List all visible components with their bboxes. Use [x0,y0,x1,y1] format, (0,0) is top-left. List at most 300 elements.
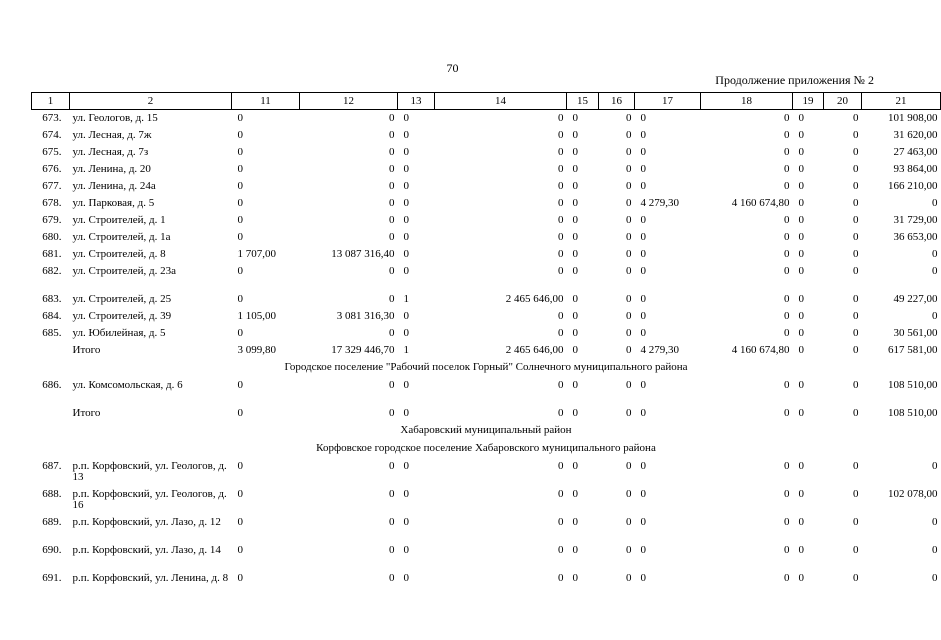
table-cell: 0 [572,571,578,584]
table-cell: 0 [237,264,243,277]
table-cell: 0 [558,406,564,419]
table-cell: 0 [853,128,859,141]
table-cell: 0 [237,145,243,158]
table-cell: 0 [784,247,790,260]
table-cell: 0 [389,145,395,158]
table-row [32,405,941,422]
table-cell: 0 [237,213,243,226]
address-cell: ул. Юбилейная, д. 5 [72,326,166,339]
table-cell: 0 [237,515,243,528]
table-cell: 0 [640,264,646,277]
table-cell: 0 [640,459,646,472]
table-cell: 0 [640,213,646,226]
table-cell: 0 [798,196,804,209]
table-cell: 0 [932,515,938,528]
table-cell: 1 [403,292,409,305]
table-cell: 0 [237,378,243,391]
section-title: Городское поселение "Рабочий поселок Горный" Солнечного муниципального района [284,360,688,373]
table-row [32,212,941,229]
row-number: 687. [42,459,62,472]
table-cell: 0 [626,179,632,192]
table-cell: 0 [853,230,859,243]
row-number: 685. [42,326,62,339]
table-cell: 0 [389,459,395,472]
table-cell: 0 [626,343,632,356]
table-cell: 0 [626,515,632,528]
table-cell: 0 [403,309,409,322]
table-cell: 0 [403,543,409,556]
table-cell: 0 [572,128,578,141]
table-cell: 0 [389,196,395,209]
table-cell: 0 [403,459,409,472]
table-row [32,458,941,486]
col-header: 17 [635,93,701,110]
table-cell: 0 [572,179,578,192]
table-cell: 0 [237,128,243,141]
table-cell: 30 561,00 [893,326,938,339]
table-cell: 0 [784,292,790,305]
table-cell: 0 [640,128,646,141]
table-cell: 0 [784,378,790,391]
table-cell: 0 [640,515,646,528]
table-cell: 0 [798,515,804,528]
table-cell: 31 620,00 [893,128,938,141]
table-row [32,486,941,514]
table-cell: 0 [640,309,646,322]
row-number: 683. [42,292,62,305]
table-cell: 0 [403,213,409,226]
table-cell: 0 [853,487,859,500]
table-cell: 0 [784,230,790,243]
table-row [32,229,941,246]
address-cell: ул. Строителей, д. 8 [72,247,166,260]
table-cell: 0 [798,459,804,472]
col-header: 20 [824,93,862,110]
table-cell: 0 [389,230,395,243]
table-cell: 0 [558,128,564,141]
row-number: 673. [42,112,62,124]
address-cell: р.п. Корфовский, ул. Лазо, д. 12 [72,515,221,528]
table-cell: 0 [626,264,632,277]
table-cell: 13 087 316,40 [331,247,395,260]
table-cell: 0 [853,196,859,209]
table-cell: 0 [640,162,646,175]
table-cell: 0 [572,343,578,356]
table-cell: 0 [389,292,395,305]
table-cell: 617 581,00 [888,343,938,356]
table-cell: 0 [932,264,938,277]
table-cell: 0 [403,247,409,260]
table-cell: 0 [572,292,578,305]
table-cell: 0 [403,406,409,419]
table-cell: 0 [853,459,859,472]
table-cell: 0 [572,378,578,391]
table-cell: 0 [237,459,243,472]
table-cell: 0 [626,145,632,158]
table-cell: 0 [572,309,578,322]
table-cell: 0 [558,515,564,528]
table-cell: 0 [572,487,578,500]
table-cell: 0 [237,162,243,175]
table-cell: 0 [798,378,804,391]
table-row [32,161,941,178]
address-cell: ул. Лесная, д. 7з [72,145,149,158]
row-number: 689. [42,515,62,528]
address-cell: ул. Лесная, д. 7ж [72,128,152,141]
table-row [32,246,941,263]
table-cell: 0 [626,309,632,322]
table-cell: 0 [640,145,646,158]
table-cell: 0 [403,128,409,141]
table-cell: 0 [784,179,790,192]
address-cell: р.п. Корфовский, ул. Геологов, д. 13 [72,459,227,483]
address-cell: Итого [72,406,101,419]
table-row [32,178,941,195]
table-cell: 102 078,00 [888,487,938,500]
table-cell: 1 707,00 [237,247,276,260]
table-cell: 4 160 674,80 [731,196,790,209]
table-cell: 0 [798,406,804,419]
table-cell: 0 [389,179,395,192]
table-cell: 2 465 646,00 [505,343,564,356]
table-cell: 0 [389,487,395,500]
table-cell: 0 [640,292,646,305]
table-cell: 0 [558,247,564,260]
address-cell: р.п. Корфовский, ул. Геологов, д. 16 [72,487,227,511]
table-header-row [32,93,941,110]
table-row [32,127,941,144]
address-cell: ул. Парковая, д. 5 [72,196,155,209]
table-cell: 0 [626,292,632,305]
table-cell: 0 [640,230,646,243]
row-number: 688. [42,487,62,500]
table-cell: 0 [558,162,564,175]
table-row [32,144,941,161]
table-cell: 0 [798,309,804,322]
table-cell: 0 [798,128,804,141]
row-number: 681. [42,247,62,260]
table-cell: 0 [403,487,409,500]
address-cell: р.п. Корфовский, ул. Ленина, д. 8 [72,571,229,584]
table-cell: 0 [784,309,790,322]
table-cell: 0 [784,112,790,124]
table-cell: 0 [626,459,632,472]
table-cell: 0 [626,487,632,500]
col-header: 15 [567,93,599,110]
table-cell: 0 [403,162,409,175]
table-cell: 0 [798,247,804,260]
table-cell: 0 [784,264,790,277]
address-cell: ул. Комсомольская, д. 6 [72,378,183,391]
table-cell: 0 [640,406,646,419]
table-cell: 0 [403,326,409,339]
table-cell: 166 210,00 [888,179,938,192]
table-cell: 0 [798,326,804,339]
col-header: 19 [793,93,824,110]
row-number: 679. [42,213,62,226]
table-cell: 0 [798,343,804,356]
table-cell: 0 [784,515,790,528]
row-number: 677. [42,179,62,192]
table-cell: 1 [403,343,409,356]
table-cell: 108 510,00 [888,406,938,419]
table-row [32,291,941,308]
row-number: 691. [42,571,62,584]
table-cell: 0 [853,309,859,322]
row-number [32,342,70,359]
table-cell: 0 [626,378,632,391]
table-cell: 0 [237,326,243,339]
table-cell: 0 [853,543,859,556]
table-cell: 0 [626,112,632,124]
row-number: 680. [42,230,62,243]
address-cell: ул. Строителей, д. 23а [72,264,176,277]
address-cell: Итого [72,343,101,356]
table-cell: 0 [572,406,578,419]
table-cell: 0 [626,230,632,243]
table-cell: 0 [558,543,564,556]
row-number: 690. [42,543,62,556]
table-cell: 0 [403,179,409,192]
table-cell: 0 [640,112,646,124]
row-number: 686. [42,378,62,391]
table-cell: 0 [798,112,804,124]
table-cell: 0 [798,213,804,226]
table-cell: 0 [572,515,578,528]
table-cell: 0 [640,378,646,391]
address-cell: ул. Строителей, д. 1 [72,213,166,226]
table-cell: 36 653,00 [893,230,938,243]
continuation-label: Продолжение приложения № 2 [715,73,874,87]
table-cell: 108 510,00 [888,378,938,391]
table-cell: 0 [853,571,859,584]
table-cell: 0 [784,213,790,226]
table-cell: 0 [237,571,243,584]
table-cell: 2 465 646,00 [505,292,564,305]
table-cell: 0 [932,247,938,260]
address-cell: ул. Строителей, д. 1а [72,230,171,243]
col-header: 16 [599,93,635,110]
table-cell: 17 329 446,70 [331,343,395,356]
row-number [32,405,70,422]
table-cell: 0 [640,571,646,584]
table-row [32,342,941,359]
address-cell: р.п. Корфовский, ул. Лазо, д. 14 [72,543,221,556]
table-cell: 0 [784,162,790,175]
table-cell: 101 908,00 [888,112,938,124]
table-cell: 0 [558,112,564,124]
col-header: 11 [232,93,300,110]
table-cell: 0 [389,162,395,175]
table-cell: 0 [572,145,578,158]
table-row [32,195,941,212]
section-title: Хабаровский муниципальный район [400,423,572,436]
table-body [32,110,941,598]
table-cell: 0 [558,487,564,500]
section-title: Корфовское городское поселение Хабаровского муниципального района [316,441,656,454]
table-cell: 0 [784,571,790,584]
table-cell: 0 [932,543,938,556]
table-row [32,263,941,291]
table-cell: 0 [389,543,395,556]
table-cell: 0 [853,179,859,192]
table-cell: 3 099,80 [237,343,276,356]
row-number: 674. [42,128,62,141]
col-header: 1 [32,93,70,110]
table-cell: 0 [784,145,790,158]
table-cell: 0 [853,264,859,277]
table-cell: 0 [784,543,790,556]
table-cell: 4 279,30 [640,196,679,209]
table-cell: 0 [798,145,804,158]
address-cell: ул. Строителей, д. 25 [72,292,172,305]
table-cell: 0 [784,487,790,500]
table-cell: 0 [932,309,938,322]
table-cell: 0 [403,378,409,391]
table-cell: 0 [572,326,578,339]
table-cell: 27 463,00 [893,145,938,158]
table-row [32,570,941,598]
table-cell: 0 [558,459,564,472]
table-cell: 0 [558,179,564,192]
col-header: 13 [398,93,435,110]
table-cell: 0 [640,326,646,339]
address-cell: ул. Ленина, д. 24а [72,179,156,192]
table-cell: 0 [237,112,243,124]
table-cell: 0 [558,378,564,391]
table-row [32,377,941,405]
table-cell: 0 [403,264,409,277]
table-cell: 0 [853,213,859,226]
table-cell: 0 [853,515,859,528]
table-cell: 0 [640,247,646,260]
table-cell: 0 [389,213,395,226]
table-cell: 0 [798,179,804,192]
col-header: 2 [70,93,232,110]
row-number: 684. [42,309,62,322]
table-cell: 0 [853,112,859,124]
table-row [32,514,941,542]
table-cell: 0 [798,230,804,243]
table-cell: 0 [403,145,409,158]
table-cell: 4 279,30 [640,343,679,356]
table-cell: 0 [798,292,804,305]
row-number: 682. [42,264,62,277]
table-cell: 0 [389,128,395,141]
table-cell: 0 [626,128,632,141]
col-header: 18 [701,93,793,110]
table-cell: 0 [626,196,632,209]
table-cell: 0 [640,179,646,192]
section-row [32,422,941,440]
table-cell: 0 [558,145,564,158]
table-cell: 0 [403,196,409,209]
table-cell: 0 [784,406,790,419]
table-cell: 0 [237,179,243,192]
table-cell: 0 [558,196,564,209]
table-cell: 0 [626,326,632,339]
table-cell: 0 [626,543,632,556]
col-header: 21 [862,93,941,110]
table-cell: 0 [932,459,938,472]
table-cell: 0 [932,196,938,209]
table-cell: 0 [237,292,243,305]
table-cell: 0 [572,264,578,277]
table-cell: 0 [389,571,395,584]
table-row [32,325,941,342]
table-cell: 0 [572,543,578,556]
section-row [32,440,941,458]
table-cell: 0 [572,230,578,243]
table-cell: 0 [403,571,409,584]
page-number: 70 [446,61,459,75]
table-cell: 0 [237,487,243,500]
table-cell: 1 105,00 [237,309,276,322]
table-cell: 0 [558,230,564,243]
table-cell: 0 [853,406,859,419]
row-number: 678. [42,196,62,209]
table-cell: 0 [932,571,938,584]
table-cell: 0 [237,543,243,556]
table-cell: 0 [853,378,859,391]
table-row [32,110,941,127]
table-cell: 0 [626,571,632,584]
table-cell: 0 [798,162,804,175]
table-cell: 0 [853,247,859,260]
table-cell: 0 [572,459,578,472]
table-cell: 0 [853,145,859,158]
table-cell: 0 [572,196,578,209]
table-cell: 0 [558,309,564,322]
table-cell: 0 [798,543,804,556]
table-cell: 0 [389,378,395,391]
table-cell: 3 081 316,30 [336,309,395,322]
table-cell: 0 [784,459,790,472]
table-cell: 0 [389,326,395,339]
table-cell: 0 [640,543,646,556]
table-cell: 0 [626,162,632,175]
table-cell: 0 [558,213,564,226]
table-cell: 0 [626,247,632,260]
table-cell: 0 [558,326,564,339]
col-header: 12 [300,93,398,110]
table-cell: 0 [237,230,243,243]
table-cell: 0 [572,112,578,124]
address-cell: ул. Ленина, д. 20 [72,162,151,175]
table-cell: 49 227,00 [893,292,938,305]
table-cell: 0 [237,196,243,209]
table-cell: 0 [389,112,395,124]
table-cell: 0 [626,406,632,419]
table-cell: 0 [798,264,804,277]
table-cell: 0 [403,515,409,528]
table-cell: 0 [389,264,395,277]
data-table [31,92,941,598]
table-row [32,308,941,325]
table-cell: 0 [853,292,859,305]
address-cell: ул. Строителей, д. 39 [72,309,172,322]
row-number: 675. [42,145,62,158]
table-cell: 0 [558,571,564,584]
section-row [32,359,941,377]
table-cell: 0 [784,128,790,141]
table-cell: 0 [798,487,804,500]
table-cell: 0 [853,326,859,339]
table-cell: 0 [389,515,395,528]
table-cell: 0 [853,162,859,175]
table-cell: 0 [853,343,859,356]
table-cell: 0 [403,230,409,243]
